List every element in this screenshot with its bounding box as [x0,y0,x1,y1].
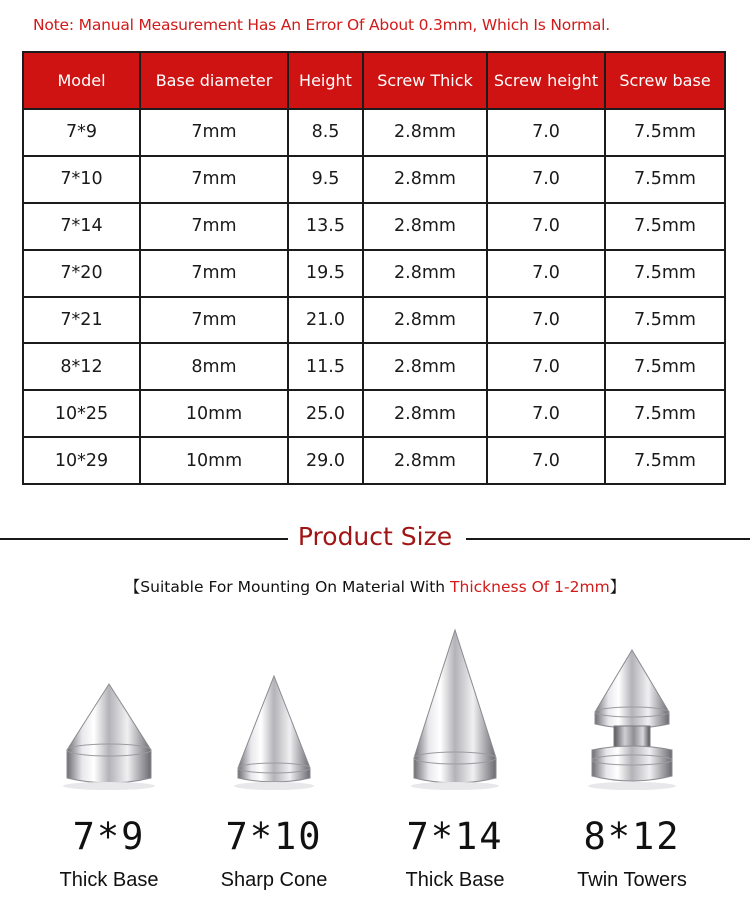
cell-screw-thick: 2.8mm [363,203,487,250]
cell-base-diameter: 10mm [140,437,288,484]
measurement-note: Note: Manual Measurement Has An Error Of About 0.3mm, Which Is Normal. [33,16,610,34]
cell-height: 25.0 [288,390,363,437]
product-size-label: 7*10 [225,815,323,858]
product-type-label: Thick Base [405,869,505,891]
cell-model: 7*9 [23,109,140,156]
cell-model: 7*14 [23,203,140,250]
product-size-label: 7*9 [72,815,146,858]
cell-screw-base: 7.5mm [605,437,725,484]
section-title-text: Product Size [288,522,462,551]
cell-screw-height: 7.0 [487,109,605,156]
table-row [23,390,725,437]
cell-screw-height: 7.0 [487,437,605,484]
table-row [23,343,725,390]
cell-model: 8*12 [23,343,140,390]
cell-screw-base: 7.5mm [605,250,725,297]
header-height: Height [288,52,363,109]
header-model: Model [23,52,140,109]
cell-base-diameter: 10mm [140,390,288,437]
cell-screw-height: 7.0 [487,203,605,250]
cell-model: 7*20 [23,250,140,297]
cell-screw-base: 7.5mm [605,109,725,156]
cell-screw-height: 7.0 [487,297,605,344]
table-header-row [23,52,725,109]
cell-screw-height: 7.0 [487,343,605,390]
product-size-label: 7*14 [406,815,504,858]
product-image-7x9 [19,620,199,795]
header-screw-height: Screw height [487,52,605,109]
spike-sharp-cone-icon [184,620,364,795]
cell-height: 8.5 [288,109,363,156]
product-type-label: Twin Towers [577,869,687,891]
table-row [23,297,725,344]
mounting-note [0,575,750,597]
cell-base-diameter: 7mm [140,297,288,344]
cell-base-diameter: 7mm [140,156,288,203]
spike-twin-towers-icon [542,620,722,795]
header-screw-thick: Screw Thick [363,52,487,109]
cell-model: 10*25 [23,390,140,437]
cell-screw-thick: 2.8mm [363,250,487,297]
cell-height: 19.5 [288,250,363,297]
product-image-7x14 [365,620,545,795]
cell-base-diameter: 8mm [140,343,288,390]
cell-screw-thick: 2.8mm [363,109,487,156]
header-screw-base: Screw base [605,52,725,109]
cell-screw-height: 7.0 [487,390,605,437]
table-row [23,437,725,484]
spike-thick-base-icon [19,620,199,795]
bracket-close: 】 [609,578,626,596]
table-row [23,250,725,297]
cell-height: 29.0 [288,437,363,484]
cell-screw-base: 7.5mm [605,297,725,344]
cell-base-diameter: 7mm [140,203,288,250]
mounting-note-prefix: Suitable For Mounting On Material With [140,578,451,596]
cell-model: 7*21 [23,297,140,344]
spec-table [22,51,726,485]
product-image-8x12 [542,620,722,795]
mounting-note-highlight: Thickness Of 1-2mm [450,578,610,596]
cell-height: 13.5 [288,203,363,250]
table-row [23,156,725,203]
product-image-7x10 [184,620,364,795]
bracket-open: 【 [124,578,141,596]
cell-screw-base: 7.5mm [605,343,725,390]
cell-screw-thick: 2.8mm [363,343,487,390]
cell-screw-height: 7.0 [487,250,605,297]
product-type-label: Thick Base [59,869,159,891]
cell-height: 21.0 [288,297,363,344]
cell-screw-thick: 2.8mm [363,156,487,203]
cell-screw-height: 7.0 [487,156,605,203]
cell-height: 11.5 [288,343,363,390]
cell-screw-base: 7.5mm [605,203,725,250]
section-title [0,522,750,551]
cell-screw-base: 7.5mm [605,390,725,437]
table-row [23,109,725,156]
spike-tall-thick-base-icon [365,620,545,795]
header-base-diameter: Base diameter [140,52,288,109]
cell-screw-thick: 2.8mm [363,390,487,437]
cell-model: 10*29 [23,437,140,484]
product-size-label: 8*12 [583,815,681,858]
cell-screw-thick: 2.8mm [363,297,487,344]
table-row [23,203,725,250]
cell-base-diameter: 7mm [140,250,288,297]
cell-screw-thick: 2.8mm [363,437,487,484]
cell-height: 9.5 [288,156,363,203]
cell-screw-base: 7.5mm [605,156,725,203]
cell-model: 7*10 [23,156,140,203]
cell-base-diameter: 7mm [140,109,288,156]
product-type-label: Sharp Cone [220,869,328,891]
